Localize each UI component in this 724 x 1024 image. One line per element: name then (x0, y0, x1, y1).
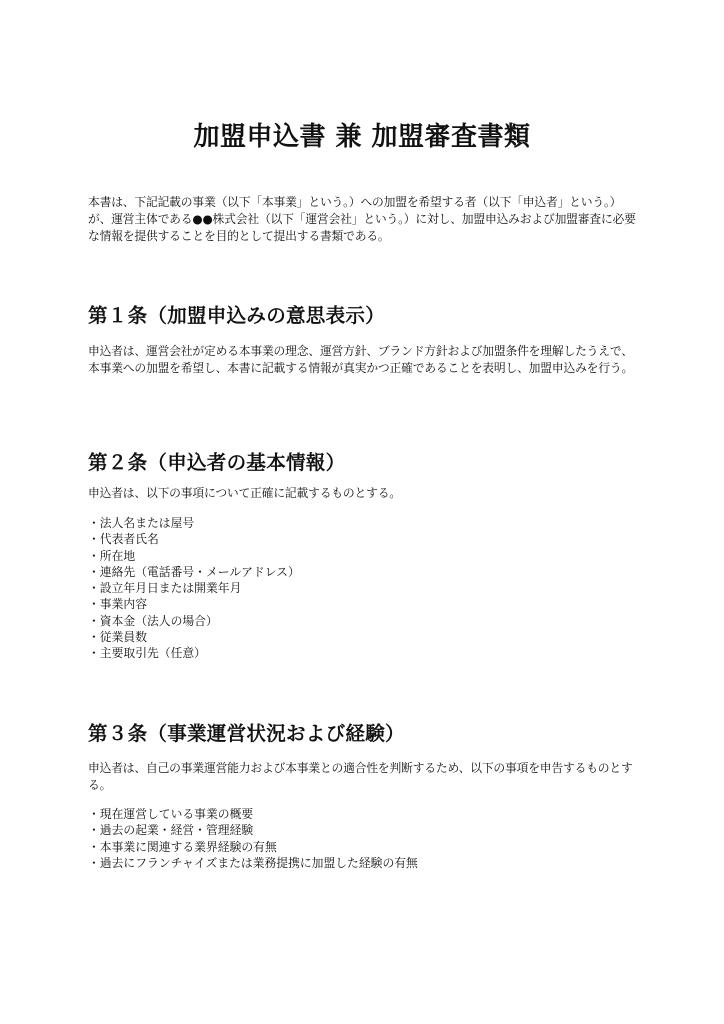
list-item: ・設立年月日または開業年月 (88, 581, 242, 596)
list-item: ・本事業に関連する業界経験の有無 (88, 839, 277, 854)
article-2-list (88, 515, 300, 662)
article-1-body: 申込者は、運営会社が定める本事業の理念、運営方針、ブランド方針および加盟条件を理解したうえで、本事業への加盟を希望し、本書に記載する情報が真実かつ正確であることを表明し、加盟申込みを行う。 (88, 344, 634, 375)
list-item: ・代表者氏名 (88, 532, 159, 547)
list-item: ・従業員数 (88, 630, 147, 645)
list-item: ・法人名または屋号 (88, 516, 195, 530)
intro-paragraph: 本書は、下記記載の事業（以下「本事業」という。）への加盟を希望する者（以下「申込者」という。）が、運営主体である●●株式会社（以下「運営会社」という。）に対し、加盟申込みおよび加盟審査に必要な情報を提供することを目的として提出する書類である。 (88, 195, 636, 243)
list-item: ・連絡先（電話番号・メールアドレス） (88, 564, 300, 579)
article-1-heading: 第１条（加盟申込みの意思表示） (88, 304, 386, 327)
article-3-heading: 第３条（事業運営状況および経験） (88, 722, 405, 745)
article-2-body: 申込者は、以下の事項について正確に記載するものとする。 (88, 486, 401, 500)
list-item: ・資本金（法人の場合） (88, 613, 218, 628)
list-item: ・主要取引先（任意） (88, 646, 206, 661)
list-item: ・過去の起業・経営・管理経験 (88, 823, 254, 838)
list-item: ・過去にフランチャイズまたは業務提携に加盟した経験の有無 (88, 855, 418, 870)
article-3-list (88, 806, 418, 871)
document-title: 加盟申込書 兼 加盟審査書類 (193, 122, 531, 152)
list-item: ・所在地 (88, 548, 136, 563)
article-2-heading: 第２条（申込者の基本情報） (88, 451, 346, 474)
article-3-body: 申込者は、自己の事業運営能力および本事業との適合性を判断するため、以下の事項を申告するものとする。 (88, 761, 633, 792)
list-item: ・現在運営している事業の概要 (88, 807, 254, 821)
list-item: ・事業内容 (88, 597, 147, 612)
